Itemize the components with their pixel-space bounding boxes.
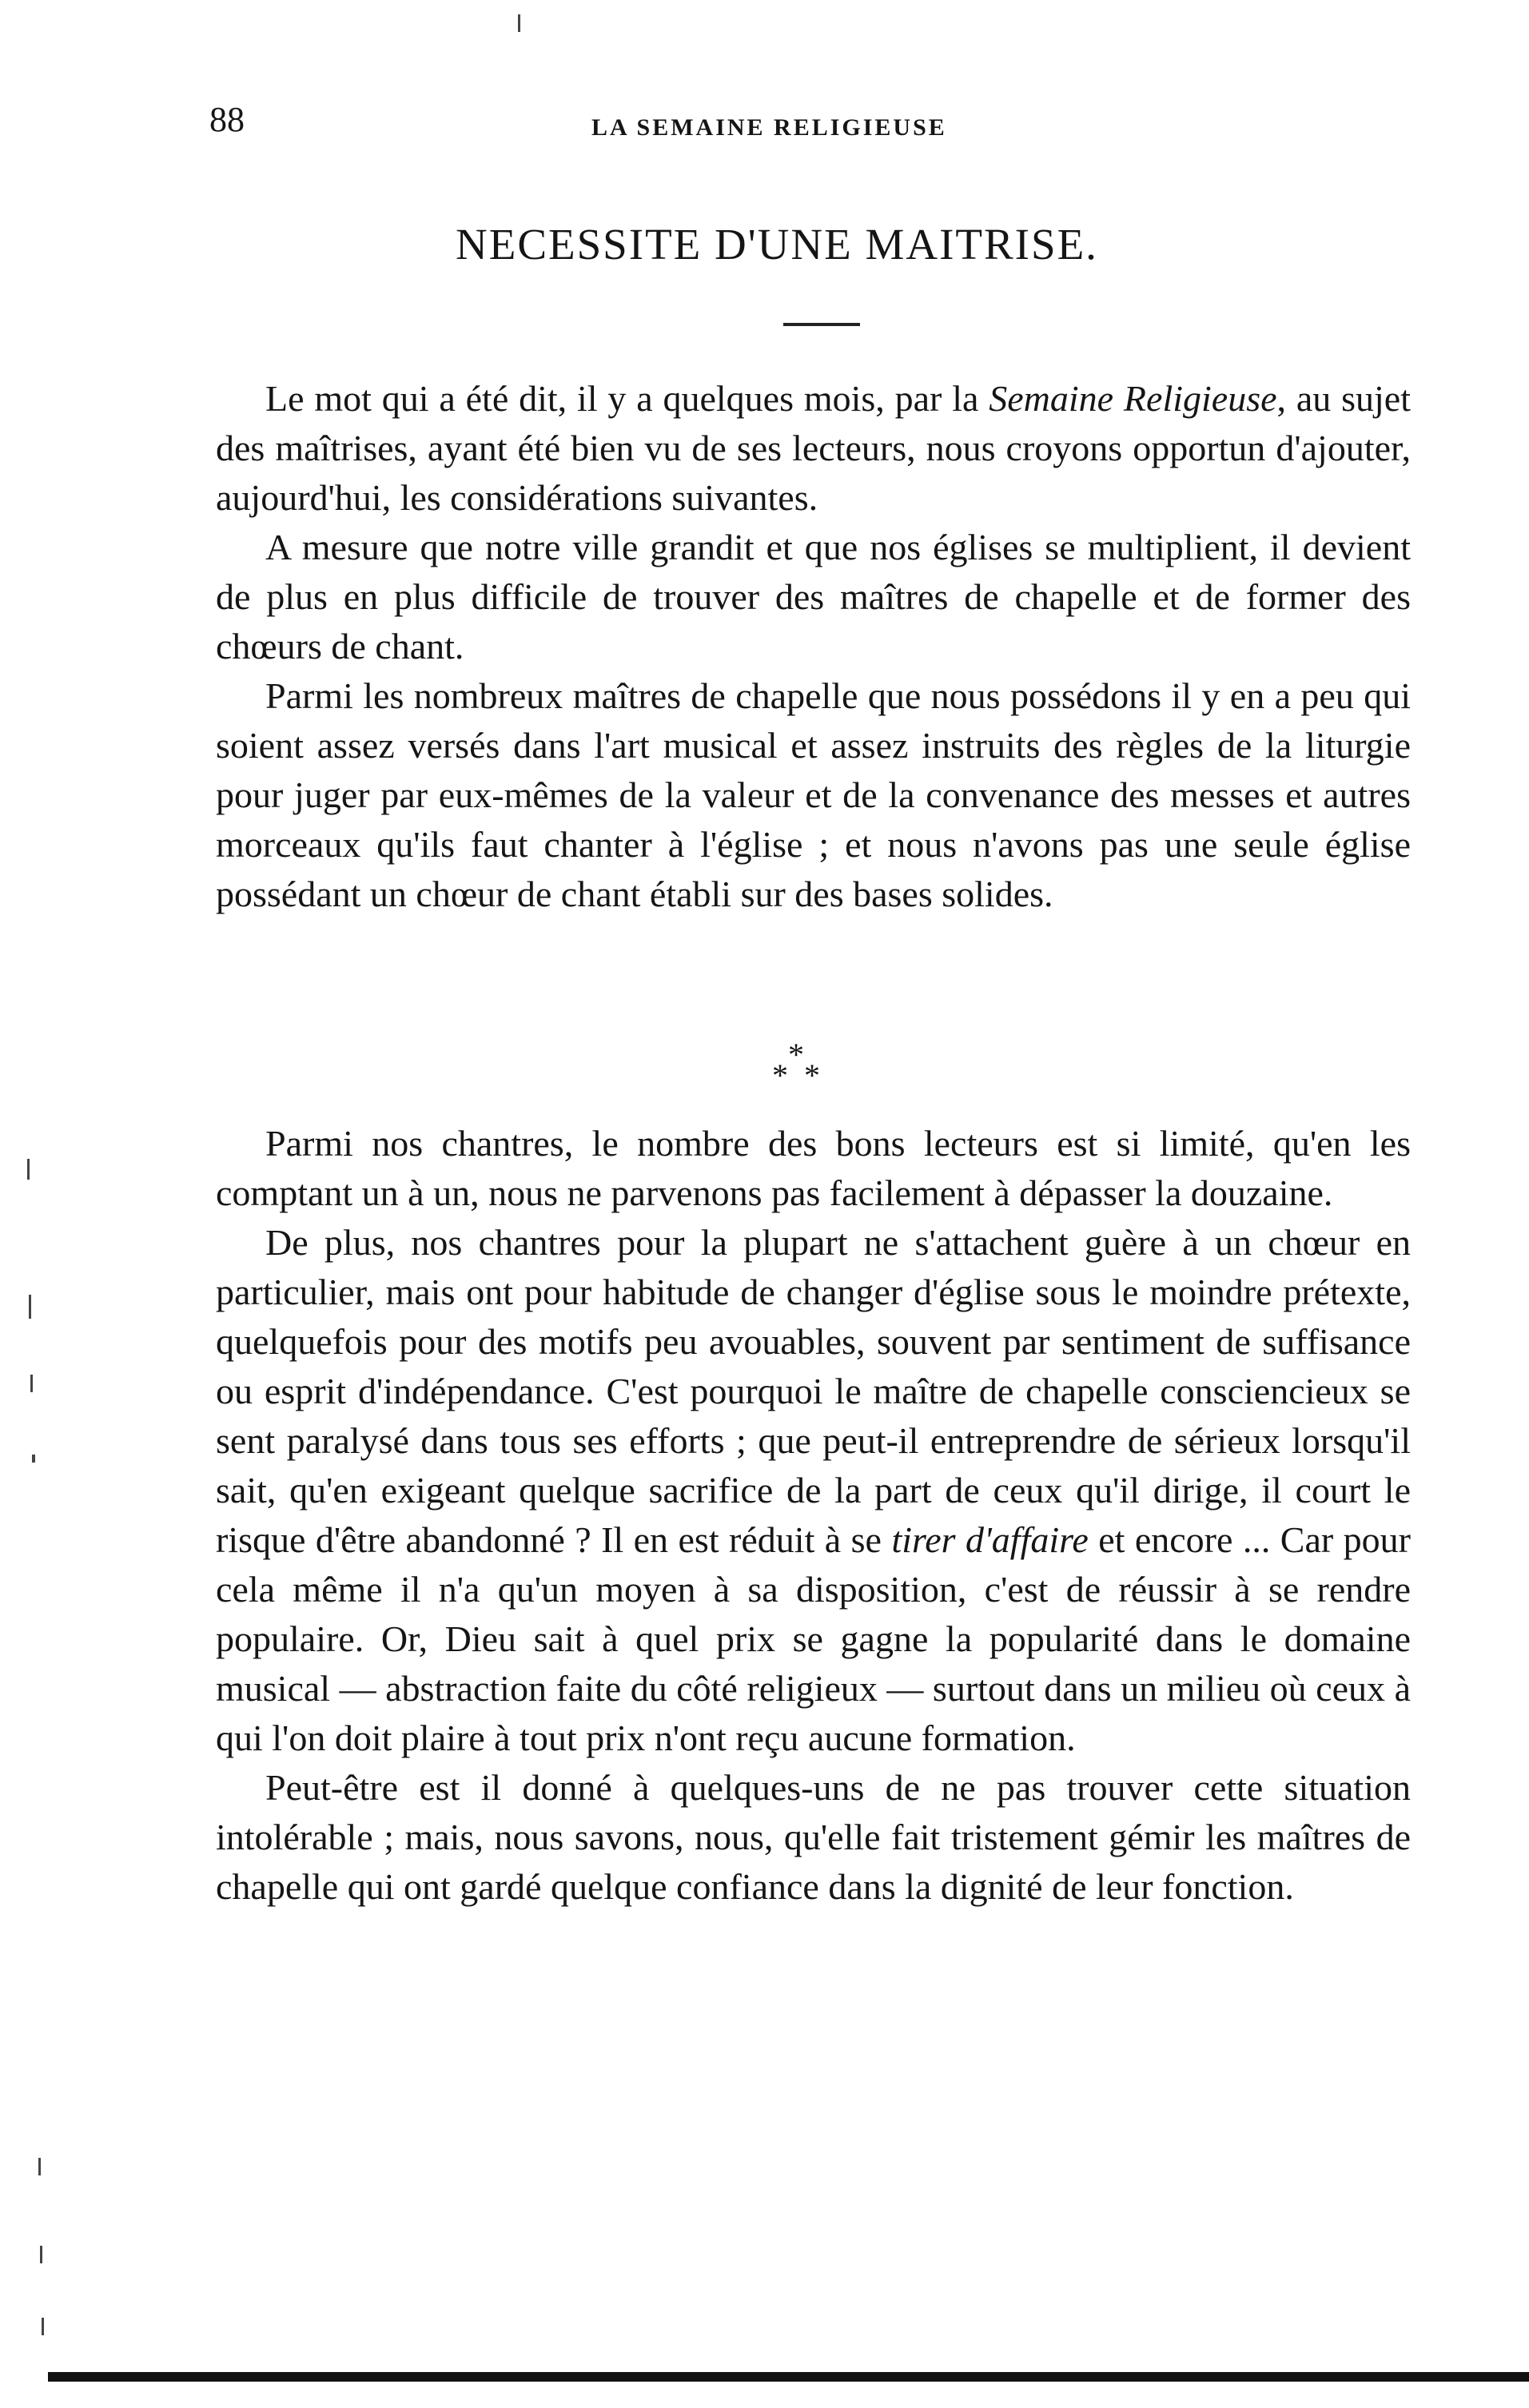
paragraph-singers-start: De plus, nos chantres pour la plupart ne s'attachent guère à un chœur en particulier, mais ont pour habitude de changer d'église sous le moindre prétexte, quelquefois pour des motifs peu avouables, souvent par sentiment de suffisance ou esprit d'indépendance. C'est pourquoi le maître de chapelle consciencieux se sent paralysé dans tous ses efforts ; que peut-il entreprendre de sérieux lorsqu'il sait, qu'en exigeant quelque sacrifice de la part de ceux qu'il dirige, il court le risque d'être abandonné ? Il en est réduit à se: [216, 1222, 1411, 1560]
asterism-star: *: [788, 1037, 804, 1073]
paragraph-intro-end: , au sujet des maîtrises, ayant été bien vu de ses lecteurs, nous croyons opportun d'ajouter, aujourd'hui, les considérations suivantes.: [216, 378, 1411, 518]
asterism-star: *: [772, 1057, 788, 1093]
title-rule: [783, 323, 860, 326]
scan-mark: [32, 1455, 35, 1463]
scan-mark: [518, 14, 520, 32]
paragraph-singers: [216, 1218, 1411, 1763]
bottom-rule: [48, 2372, 1529, 2382]
scan-mark: [29, 1295, 31, 1319]
paragraph-choirs: A mesure que notre ville grandit et que nos églises se multiplient, il devient de plus en plus difficile de trouver des maîtres de chapelle et de former des chœurs de chant.: [216, 527, 1411, 667]
scan-mark: [42, 2318, 44, 2335]
article-title: NECESSITE D'UNE MAITRISE.: [456, 220, 1098, 269]
running-head: LA SEMAINE RELIGIEUSE: [591, 114, 947, 141]
emphasized-phrase: tirer d'affaire: [891, 1519, 1089, 1560]
publication-title: Semaine Religieuse: [989, 378, 1277, 419]
paragraph-intro-start: Le mot qui a été dit, il y a quelques mois, par la: [265, 378, 989, 419]
asterism: [767, 1039, 847, 1103]
text-block-second: [216, 1119, 1411, 1912]
scan-mark: [27, 1159, 30, 1180]
paragraph-intro: [216, 374, 1411, 523]
paragraph-singers-end: et encore ... Car pour cela même il n'a qu'un moyen à sa disposition, c'est de réussir à se rendre populaire. Or, Dieu sait à quel prix se gagne la popularité dans le domaine musical — abstraction faite du côté religieux — surtout dans un milieu où ceux à qui l'on doit plaire à tout prix n'ont reçu aucune formation.: [216, 1519, 1411, 1758]
text-block-first: [216, 374, 1411, 919]
paragraph-masters: Parmi les nombreux maîtres de chapelle que nous possédons il y en a peu qui soient assez versés dans l'art musical et assez instruits des règles de la liturgie pour juger par eux-mêmes de la valeur et de la convenance des messes et autres morceaux qu'ils faut chanter à l'église ; et nous n'avons pas une seule église possédant un chœur de chant établi sur des bases solides.: [216, 675, 1411, 914]
page-number: 88: [209, 100, 245, 139]
asterism-star: *: [804, 1057, 820, 1093]
scan-mark: [38, 2158, 41, 2175]
scan-mark: [40, 2246, 42, 2263]
paragraph-readers: Parmi nos chantres, le nombre des bons lecteurs est si limité, qu'en les comptant un à un, nous ne parvenons pas facilement à dépasser la douzaine.: [216, 1123, 1411, 1213]
paragraph-conclusion: Peut-être est il donné à quelques-uns de ne pas trouver cette situation intolérable ; mais, nous savons, nous, qu'elle fait tristement gémir les maîtres de chapelle qui ont gardé quelque confiance dans la dignité de leur fonction.: [216, 1767, 1411, 1907]
scan-mark: [30, 1375, 33, 1392]
